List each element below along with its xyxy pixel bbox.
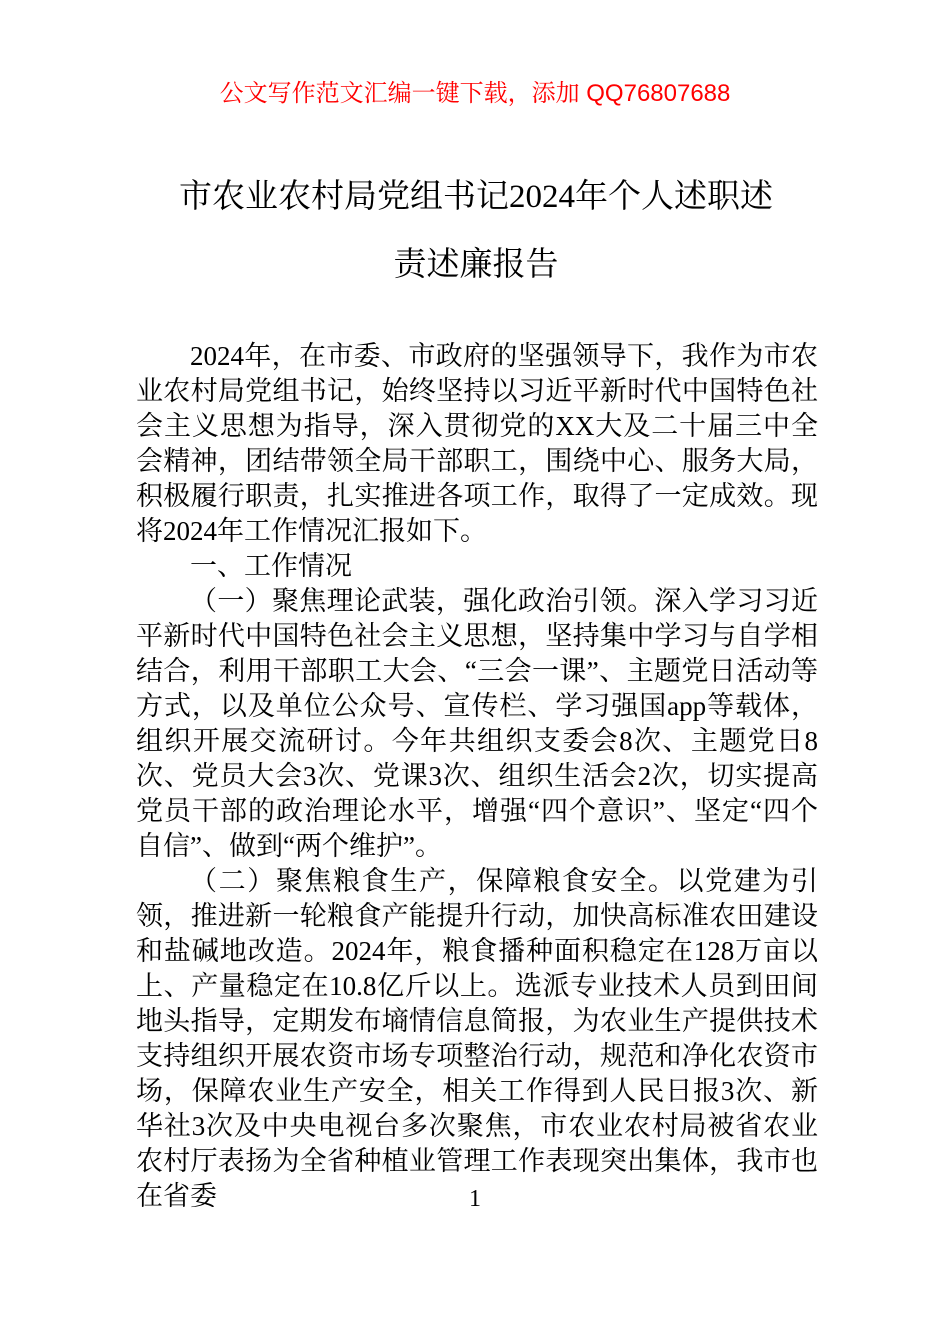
paragraph-introduction: 2024年，在市委、市政府的坚强领导下，我作为市农业农村局党组书记，始终坚持以习近平新时代中国特色社会主义思想为指导，深入贯彻党的XX大及二十届三中全会精神，团结带领全局干部职工，围绕中心、服务大局，积极履行职责，扎实推进各项工作，取得了一定成效。现将2024年工作情况汇报如下。 — [136, 341, 818, 546]
document-title — [135, 163, 817, 299]
paragraph-section-one-theory: （一）聚焦理论武装，强化政治引领。深入学习习近平新时代中国特色社会主义思想，坚持集中学习与自学相结合，利用干部职工大会、“三会一课”、主题党日活动等方式，以及单位公众号、宣传栏、学习强国app等载体，组织开展交流研讨。今年共组织支委会8次、主题党日8次、党员大会3次、党课3次、组织生活会2次，切实提高党员干部的政治理论水平，增强“四个意识”、坚定“四个自信”、做到“两个维护”。 — [136, 586, 818, 861]
section-heading-work-situation: 一、工作情况 — [190, 551, 352, 581]
document-body — [136, 339, 818, 1214]
page-number: 1 — [469, 1186, 481, 1212]
paragraph-section-two-grain: （二）聚焦粮食生产，保障粮食安全。以党建为引领，推进新一轮粮食产能提升行动，加快高标准农田建设和盐碱地改造。2024年，粮食播种面积稳定在128万亩以上、产量稳定在10.8亿斤以上。选派专业技术人员到田间地头指导，定期发布墒情信息简报，为农业生产提供技术支持组织开展农资市场专项整治行动，规范和净化农资市场，保障农业生产安全，相关工作得到人民日报3次、新华社3次及中央电视台多次聚焦，市农业农村局被省农业农村厅表扬为全省种植业管理工作表现突出集体，我市也在省委 — [136, 866, 818, 1211]
document-title-line-2: 责述廉报告 — [393, 247, 559, 283]
promo-banner-text: 公文写作范文汇编一键下载，添加 QQ76807688 — [219, 80, 731, 107]
document-title-line-1: 市农业农村局党组书记2024年个人述职述 — [179, 179, 773, 215]
